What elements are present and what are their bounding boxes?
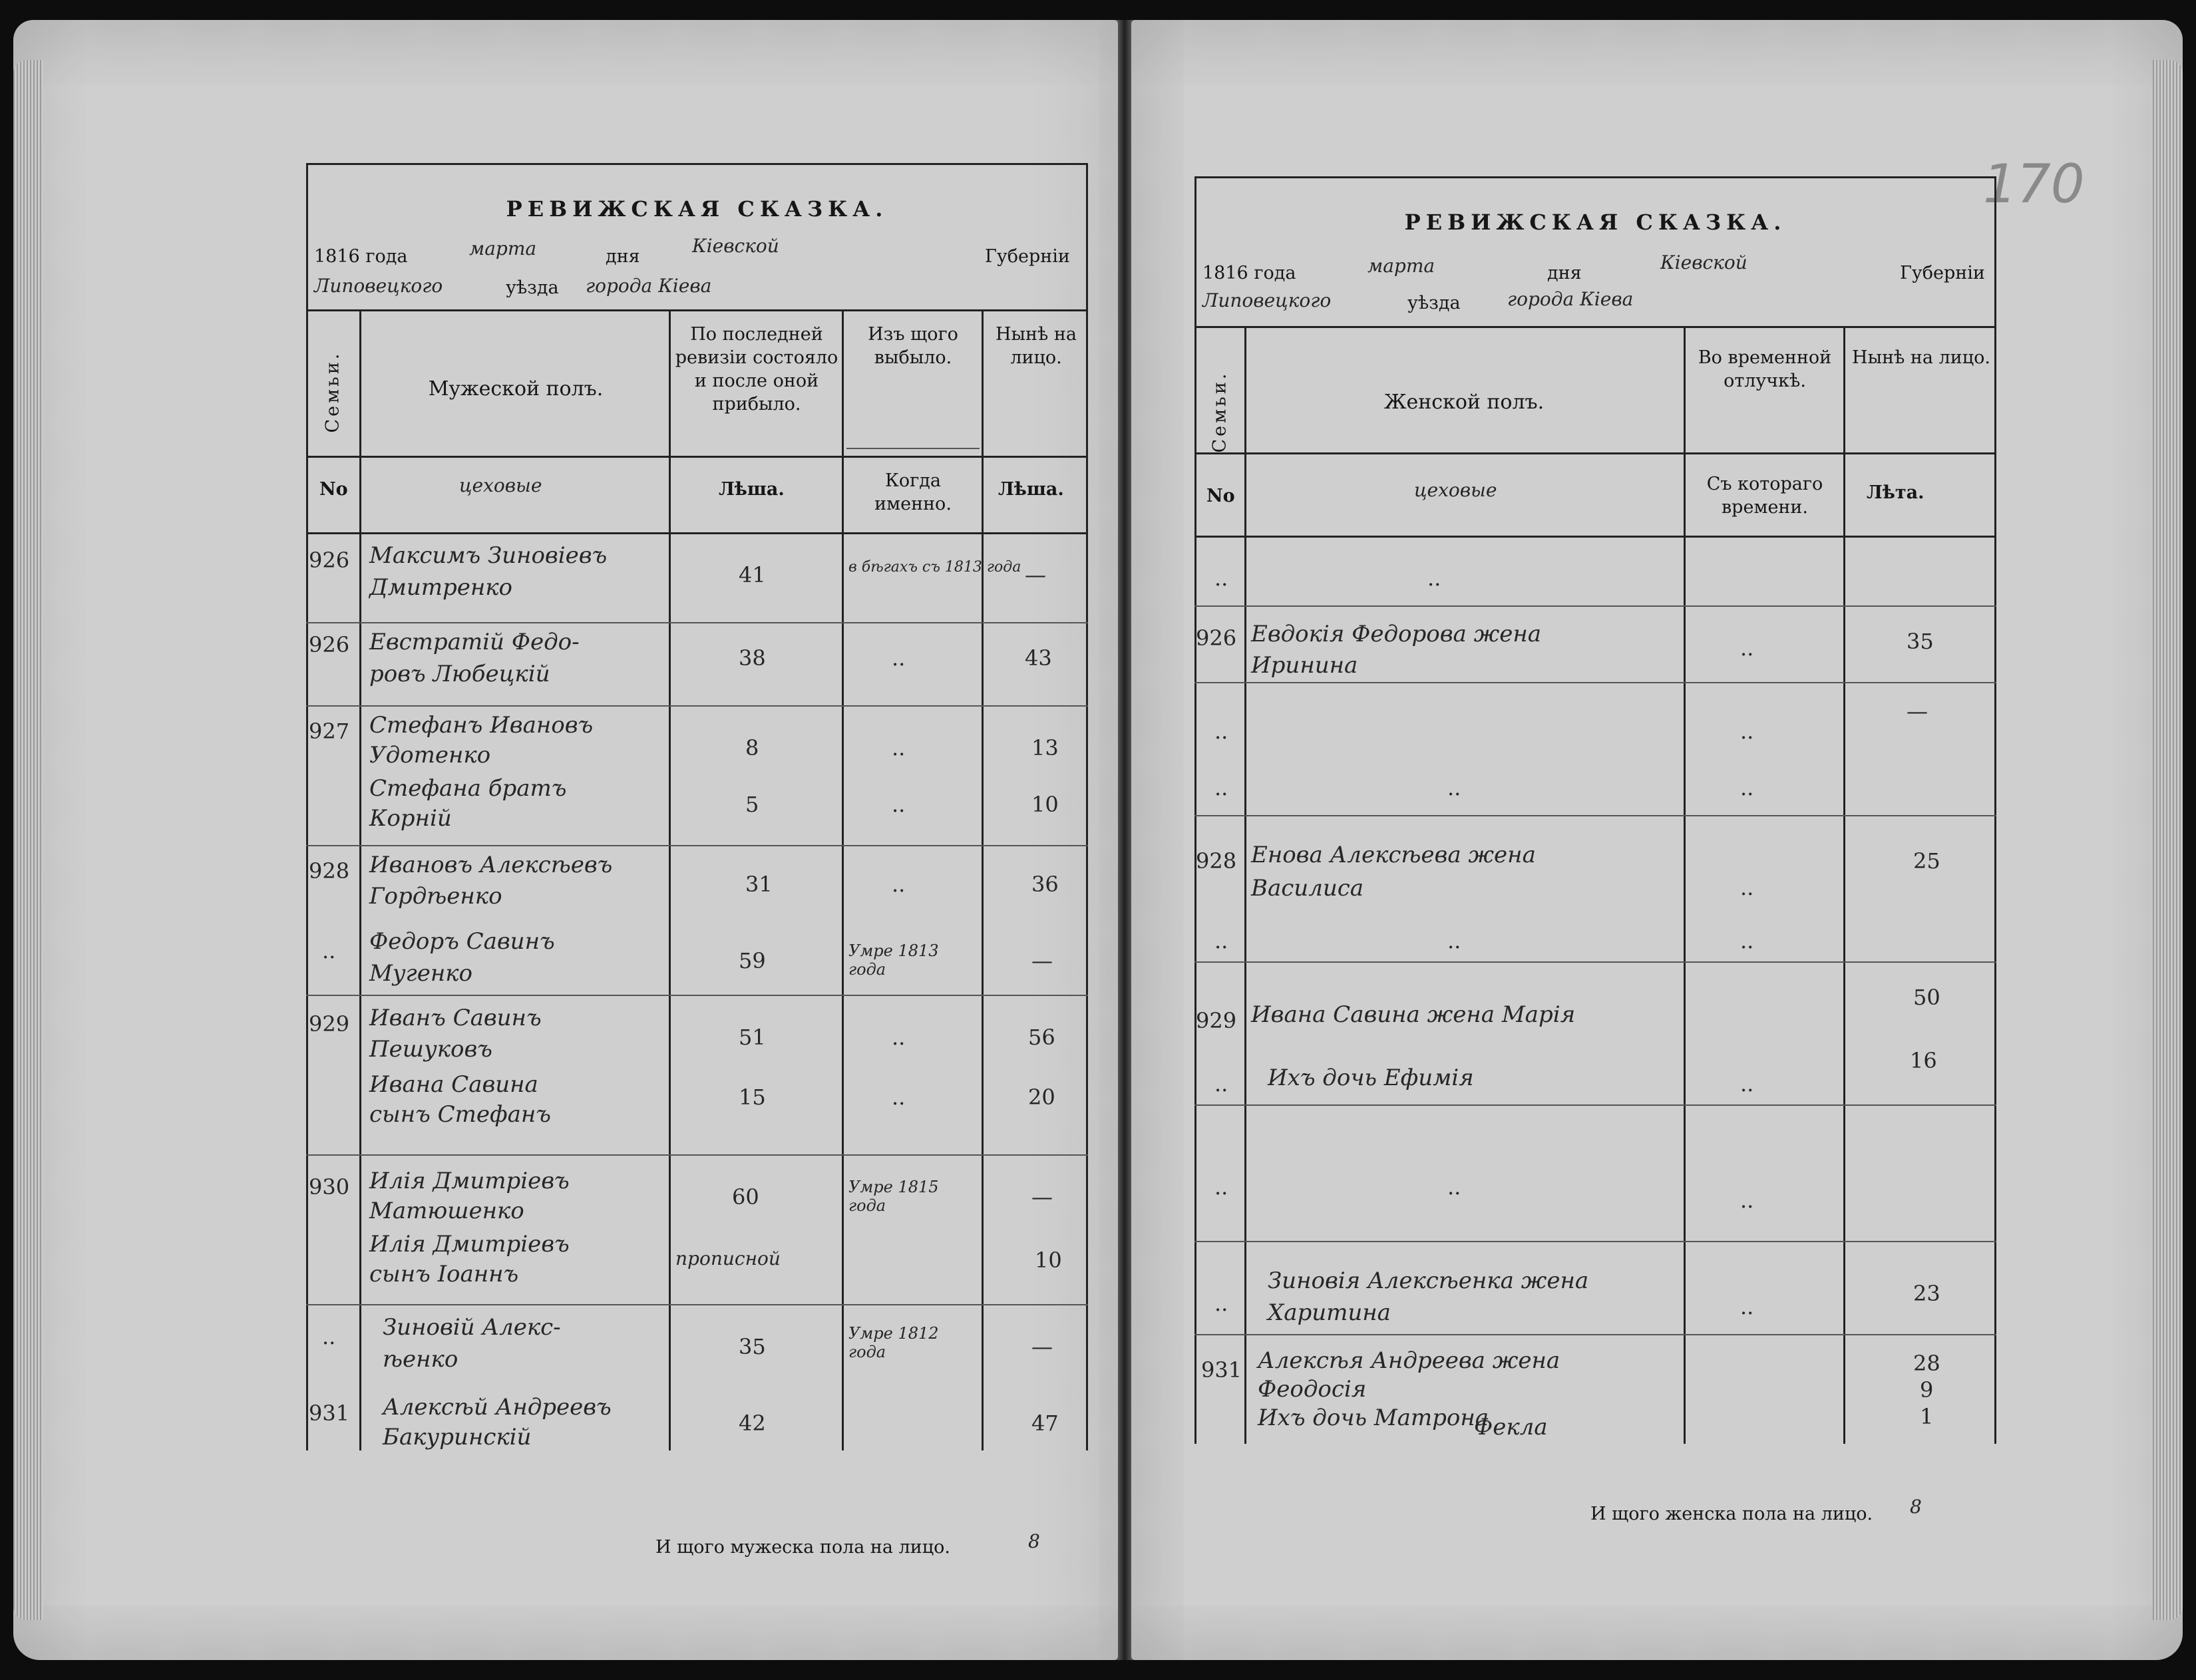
family-column-header: Семьи. xyxy=(322,351,343,433)
family-number: 931 xyxy=(309,1401,350,1426)
family-number: 926 xyxy=(309,548,350,573)
male-surname: Гордѣенко xyxy=(369,883,502,910)
family-number: 929 xyxy=(309,1011,350,1037)
form-title: РЕВИЖСКАЯ СКАЗКА. xyxy=(506,196,888,222)
family-number: .. xyxy=(322,938,336,963)
absent-since: .. xyxy=(1740,719,1754,744)
female-name: .. xyxy=(1447,928,1461,953)
district-handwritten: Липовецкого xyxy=(314,275,443,297)
departed-note: .. xyxy=(892,792,906,817)
right-page xyxy=(1131,20,2183,1660)
absent-header: Во временной отлучкѣ. xyxy=(1698,347,1832,392)
age-now: 35 xyxy=(1907,629,1934,654)
departed-note: .. xyxy=(892,1025,906,1050)
absent-since: .. xyxy=(1740,635,1754,661)
form-title: РЕВИЖСКАЯ СКАЗКА. xyxy=(1404,210,1787,235)
female-name: Ивана Савина жена Марія xyxy=(1251,1001,1576,1028)
province-handwritten: Кіевской xyxy=(692,235,779,257)
absent-since: .. xyxy=(1740,928,1754,953)
town-handwritten: города Кіева xyxy=(1507,288,1634,310)
category-handwritten: цеховые xyxy=(1414,479,1497,501)
male-name: Илія Дмитріевъ xyxy=(369,1231,570,1258)
age-now: 16 xyxy=(1910,1048,1937,1073)
page-edge-stack xyxy=(13,60,43,1620)
male-surname: Удотенко xyxy=(369,742,491,768)
family-number: .. xyxy=(1214,928,1228,953)
age-last-revision: 15 xyxy=(739,1085,766,1110)
departed-note: Умре 1815 года xyxy=(848,1178,939,1215)
district-printed: уѣзда xyxy=(1407,293,1461,313)
age-now: 56 xyxy=(1028,1025,1055,1050)
male-name: Зиновій Алекс- xyxy=(383,1314,561,1341)
female-name-line2: Василиса xyxy=(1251,875,1364,902)
district-printed: уѣзда xyxy=(506,277,559,298)
age-last-revision: 5 xyxy=(745,792,759,817)
family-number: 926 xyxy=(1196,625,1237,651)
province-handwritten: Кіевской xyxy=(1660,252,1747,273)
month-handwritten: марта xyxy=(469,238,537,259)
male-surname: Корній xyxy=(369,805,452,832)
age-now: 10 xyxy=(1031,792,1059,817)
age-now: 23 xyxy=(1913,1281,1940,1306)
male-name: Федоръ Савинъ xyxy=(369,928,555,955)
male-surname: Мугенко xyxy=(369,960,473,987)
departed-note: .. xyxy=(892,735,906,760)
male-surname: сынъ Стефанъ xyxy=(369,1101,551,1128)
age-now: 10 xyxy=(1035,1248,1062,1273)
age-now: 50 xyxy=(1913,985,1940,1010)
female-name: Зиновія Алексѣенка жена xyxy=(1268,1267,1589,1294)
female-total-label: И щого женска пола на лицо. xyxy=(1590,1504,1873,1524)
revision-form-male xyxy=(306,163,1088,1450)
absent-since: .. xyxy=(1740,1188,1754,1213)
family-number: .. xyxy=(1214,1174,1228,1200)
male-name: Стефанъ Ивановъ xyxy=(369,712,594,739)
male-name: Ивановъ Алексѣевъ xyxy=(369,852,613,878)
family-number: .. xyxy=(322,1324,336,1349)
town-handwritten: города Кіева xyxy=(586,275,712,297)
age-now: 47 xyxy=(1031,1411,1059,1436)
age-now: 43 xyxy=(1025,645,1052,671)
family-number: 929 xyxy=(1196,1008,1237,1033)
family-column-header: Семьи. xyxy=(1209,371,1230,453)
age-now: 1 xyxy=(1920,1404,1934,1429)
male-name: Илія Дмитріевъ xyxy=(369,1168,570,1194)
male-name: Иванъ Савинъ xyxy=(369,1005,542,1031)
absent-since: .. xyxy=(1740,1294,1754,1319)
family-number: .. xyxy=(1214,719,1228,744)
departed-note: Умре 1812 года xyxy=(848,1324,939,1361)
age-last-revision: 51 xyxy=(739,1025,766,1050)
male-surname: ѣенко xyxy=(383,1346,458,1373)
male-surname: Бакуринскій xyxy=(383,1424,532,1450)
family-number: .. xyxy=(1214,775,1228,800)
left-page xyxy=(13,20,1118,1660)
departed-note: в бѣгахъ съ 1813 года xyxy=(848,559,1021,576)
male-surname: Матюшенко xyxy=(369,1198,524,1224)
age-last-revision: 60 xyxy=(732,1184,759,1210)
male-total-value: 8 xyxy=(1028,1530,1040,1552)
now-present-header: Нынѣ на лицо. xyxy=(996,324,1077,369)
departed-note: Умре 1813 года xyxy=(848,941,939,979)
age-last-revision: прописной xyxy=(675,1248,781,1269)
female-column-header: Женской полъ. xyxy=(1383,391,1545,414)
age-last-revision: 8 xyxy=(745,735,759,760)
number-subheader: No xyxy=(319,479,348,500)
age-last-revision: 59 xyxy=(739,948,766,973)
male-name: Ивана Савина xyxy=(369,1071,538,1098)
years-subheader: Лѣша. xyxy=(719,479,785,500)
female-name: Ихъ дочь Ефимія xyxy=(1268,1065,1474,1091)
age-last-revision: 35 xyxy=(739,1334,766,1359)
category-handwritten: цеховые xyxy=(459,474,542,496)
family-number: 926 xyxy=(309,632,350,657)
family-number: .. xyxy=(1214,1291,1228,1316)
female-name-line2: Харитина xyxy=(1268,1299,1391,1326)
age-now: — xyxy=(1025,562,1046,588)
departed-note: .. xyxy=(892,645,906,671)
age-now: 20 xyxy=(1028,1085,1055,1110)
age-last-revision: 42 xyxy=(739,1411,766,1436)
age-last-revision: 41 xyxy=(739,562,766,588)
absent-since: .. xyxy=(1740,775,1754,800)
age-last-revision: 38 xyxy=(739,645,766,671)
age-now: — xyxy=(1031,948,1053,973)
folio-number: 170 xyxy=(1983,153,2085,215)
absent-since: .. xyxy=(1740,875,1754,900)
province-printed: Губерніи xyxy=(1900,263,1985,283)
age-now: — xyxy=(1907,699,1928,724)
family-number: .. xyxy=(1214,1071,1228,1096)
male-surname: сынъ Іоаннъ xyxy=(369,1261,519,1287)
year-printed: 1816 года xyxy=(314,246,408,267)
male-surname: Пешуковъ xyxy=(369,1036,492,1063)
day-printed: дня xyxy=(1547,263,1582,283)
year-printed: 1816 года xyxy=(1202,263,1296,283)
age-now: 28 xyxy=(1913,1351,1940,1376)
age-last-revision: 31 xyxy=(745,872,773,897)
age-now: 13 xyxy=(1031,735,1059,760)
family-number: 930 xyxy=(309,1174,350,1200)
female-name-line2: Иринина xyxy=(1251,652,1358,679)
female-name: .. xyxy=(1447,775,1461,800)
age-now: 9 xyxy=(1920,1377,1934,1403)
female-total-value: 8 xyxy=(1910,1496,1922,1518)
male-column-header: Мужеской полъ. xyxy=(428,377,604,401)
district-handwritten: Липовецкого xyxy=(1202,289,1332,311)
years-subheader: Лѣта. xyxy=(1867,482,1924,503)
female-name: Енова Алексѣева жена xyxy=(1251,842,1536,868)
family-number: .. xyxy=(1214,566,1228,591)
since-subheader: Съ котораго времени. xyxy=(1706,474,1823,518)
month-handwritten: марта xyxy=(1368,255,1435,277)
female-name: .. xyxy=(1427,566,1441,591)
now-present-header: Нынѣ на лицо. xyxy=(1852,347,1990,368)
family-number: 931 xyxy=(1201,1357,1242,1383)
female-name: .. xyxy=(1447,1174,1461,1200)
years2-subheader: Лѣша. xyxy=(998,479,1064,500)
female-name-line4: Фекла xyxy=(1474,1414,1548,1440)
age-now: — xyxy=(1031,1184,1053,1210)
last-revision-header: По последней ревизіи состояло и после оной прибыло. xyxy=(675,324,838,415)
revision-form-female xyxy=(1194,176,1996,1444)
family-number: 928 xyxy=(1196,848,1237,874)
number-subheader: No xyxy=(1206,486,1235,506)
family-number: 927 xyxy=(309,719,350,744)
male-name: Максимъ Зиновіевъ xyxy=(369,542,608,569)
male-surname: ровъ Любецкій xyxy=(369,661,550,687)
male-name: Стефана братъ xyxy=(369,775,567,802)
departed-header: Изъ щого выбыло. xyxy=(868,324,958,369)
male-name: Евстратій Федо- xyxy=(369,629,580,655)
page-edge-stack xyxy=(2153,60,2183,1620)
female-name: Алексѣя Андреева жена xyxy=(1258,1347,1560,1374)
female-name-line2: Феодосія xyxy=(1258,1376,1367,1403)
age-now: — xyxy=(1031,1334,1053,1359)
male-name: Алексѣй Андреевъ xyxy=(383,1394,612,1421)
family-number: 928 xyxy=(309,858,350,884)
absent-since: .. xyxy=(1740,1071,1754,1096)
day-printed: дня xyxy=(606,246,640,267)
departed-note: .. xyxy=(892,872,906,897)
male-total-label: И щого мужеска пола на лицо. xyxy=(655,1537,950,1558)
province-printed: Губерніи xyxy=(985,246,1070,267)
age-now: 36 xyxy=(1031,872,1059,897)
female-name: Евдокія Федорова жена xyxy=(1251,621,1542,647)
when-subheader: Когда именно. xyxy=(874,470,952,515)
age-now: 25 xyxy=(1913,848,1940,874)
female-name-line3: Ихъ дочь Матрона xyxy=(1258,1405,1489,1431)
male-surname: Дмитренко xyxy=(369,574,513,601)
departed-note: .. xyxy=(892,1085,906,1110)
